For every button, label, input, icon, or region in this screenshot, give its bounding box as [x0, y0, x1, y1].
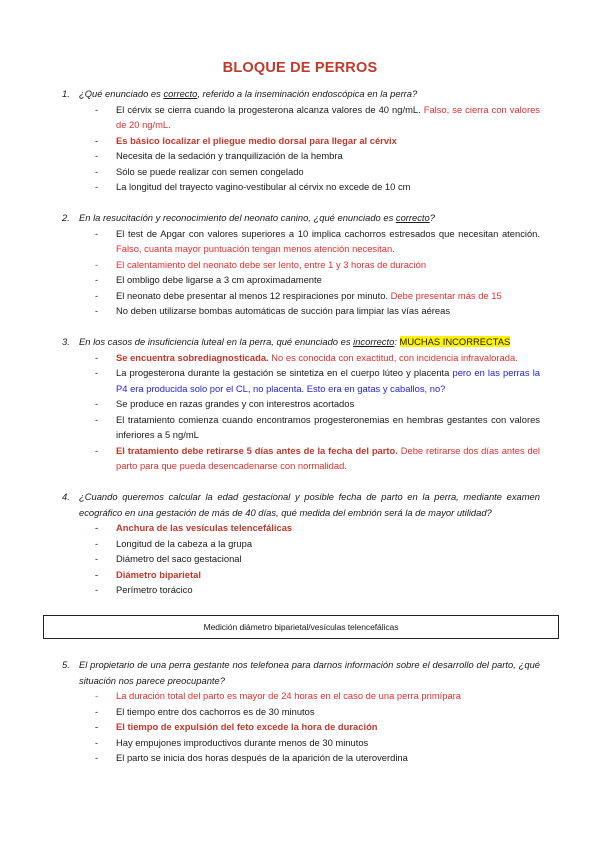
- question-keyword: incorrecto: [353, 336, 395, 347]
- option-note: pero en las perras la P4 era producida solo por el CL, no placenta. Esto era en gatas y caballos, no?: [116, 367, 540, 394]
- question-2-stem: [62, 210, 540, 226]
- question-number: 2.: [62, 212, 70, 223]
- option-text: El ombligo debe ligarse a 3 cm aproximadamente: [116, 274, 322, 285]
- option-text: El parto se inicia dos horas después de la aparición de la uteroverdina: [116, 752, 408, 763]
- list-item: [95, 567, 540, 583]
- option-list: [62, 102, 540, 195]
- question-3: [62, 334, 540, 474]
- question-keyword: correcto: [395, 212, 430, 223]
- option-text: No deben utilizarse bombas automáticas de succión para limpiar las vías aéreas: [116, 305, 451, 316]
- option-text: El tratamiento comienza cuando encontramos progesteronemias en hembras gestantes con valores inferiores a 5 ng/mL: [116, 413, 540, 440]
- option-text: Perímetro torácico: [116, 584, 193, 595]
- question-text-end: ?: [429, 212, 435, 223]
- highlight-badge: MUCHAS INCORRECTAS: [399, 336, 511, 347]
- option-list: [62, 520, 540, 598]
- question-text: En la resucitación y reconocimiento del neonato canino, ¿qué enunciado es: [79, 212, 396, 223]
- option-text: El neonato debe presentar al menos 12 respiraciones por minuto.: [116, 289, 389, 301]
- list-item: [95, 365, 540, 396]
- question-text: El propietario de una perra gestante nos telefonea para darnos información sobre el desarrollo del parto, ¿qué situación nos parece preocupante?: [79, 659, 540, 686]
- option-text: Diámetro del saco gestacional: [116, 553, 242, 564]
- question-5: [62, 657, 540, 766]
- question-1: [62, 86, 540, 195]
- list-item: [95, 582, 540, 598]
- option-text: Anchura de las vesículas telencefálicas: [116, 522, 293, 533]
- list-item: [95, 272, 540, 288]
- list-item: [95, 412, 540, 443]
- option-note: Falso, se cierra con valores de 20 ng/mL.: [116, 103, 540, 130]
- option-text: Hay empujones improductivos durante menos de 30 minutos: [116, 736, 369, 748]
- option-text: La duración total del parto es mayor de 24 horas en el caso de una perra primípara: [116, 690, 461, 701]
- option-text: El cérvix se cierra cuando la progesterona alcanza valores de 40 ng/mL.: [116, 103, 421, 115]
- question-text: ¿Cuando queremos calcular la edad gestacional y posible fecha de parto en la perra, mediante examen ecográfico en una gestación de más de 40 días, qué medida del embrión será la de mayor utilidad?: [79, 491, 540, 518]
- option-note: No es conocida con exactitud, con incidencia infravalorada.: [268, 351, 518, 363]
- list-item: [95, 396, 540, 412]
- list-item: [95, 288, 540, 304]
- question-keyword: correcto: [163, 88, 198, 99]
- option-text: Diámetro biparietal: [116, 568, 201, 580]
- option-list: [62, 350, 540, 474]
- option-text: El tratamiento debe retirarse 5 días antes de la fecha del parto.: [116, 444, 398, 456]
- list-item: [95, 133, 540, 149]
- list-item: [95, 226, 540, 257]
- option-text: El tiempo entre dos cachorros es de 30 minutos: [116, 705, 315, 717]
- question-1-stem: [62, 86, 540, 102]
- question-3-stem: [62, 334, 540, 350]
- option-text: Longitud de la cabeza a la grupa: [116, 537, 253, 549]
- question-text-end: :: [394, 336, 400, 347]
- list-item: [95, 551, 540, 567]
- question-4: [62, 489, 540, 598]
- list-item: [95, 750, 540, 766]
- option-note: Falso, cuanta mayor puntuación tengan menos atención necesitan.: [116, 243, 395, 254]
- option-list: [62, 226, 540, 319]
- page-title: BLOQUE DE PERROS: [222, 60, 378, 76]
- list-item: [95, 704, 540, 720]
- answer-box: Medición diámetro biparietal/vesículas telencefálicas: [43, 615, 559, 639]
- question-number: 1.: [62, 88, 70, 99]
- option-text: Se encuentra sobrediagnosticada.: [116, 351, 269, 363]
- option-note: Debe retirarse dos días antes del parto para que pueda desencadenarse con normalidad.: [116, 444, 540, 471]
- option-text: Se produce en razas grandes y con interestros acortados: [116, 398, 355, 409]
- list-item: [95, 303, 540, 319]
- question-5-stem: [62, 657, 540, 688]
- list-item: [95, 735, 540, 751]
- option-note: Debe presentar más de 15: [388, 289, 502, 301]
- list-item: [95, 719, 540, 735]
- option-text: Sólo se puede realizar con semen congelado: [116, 165, 304, 177]
- list-item: [95, 164, 540, 180]
- question-text: ¿Qué enunciado es: [79, 88, 164, 99]
- list-item: [95, 179, 540, 195]
- option-text: La longitud del trayecto vagino-vestibular al cérvix no excede de 10 cm: [116, 181, 411, 192]
- list-item: [95, 257, 540, 273]
- option-text: El test de Apgar con valores superiores a 10 implica cachorros estresados que necesitan atención.: [116, 227, 540, 239]
- list-item: [95, 443, 540, 474]
- question-number: 5.: [62, 659, 70, 670]
- question-text-end: , referido a la inseminación endoscópica en la perra?: [197, 88, 418, 99]
- list-item: [95, 536, 540, 552]
- list-item: [95, 102, 540, 133]
- question-2: [62, 210, 540, 319]
- option-text: El tiempo de expulsión del feto excede la hora de duración: [116, 721, 378, 732]
- question-4-stem: [62, 489, 540, 520]
- option-list: [62, 688, 540, 766]
- question-number: 4.: [62, 491, 70, 502]
- list-item: [95, 148, 540, 164]
- option-text: La progesterona durante la gestación se sintetiza en el cuerpo lúteo y placenta: [116, 367, 450, 378]
- list-item: [95, 520, 540, 536]
- option-text: Es básico localizar el pliegue medio dorsal para llegar al cérvix: [116, 134, 397, 146]
- option-text: El calentamiento del neonato debe ser lento, entre 1 y 3 horas de duración: [116, 258, 427, 270]
- list-item: [95, 688, 540, 704]
- list-item: [95, 350, 540, 366]
- question-number: 3.: [62, 336, 70, 347]
- question-text: En los casos de insuficiencia luteal en la perra, qué enunciado es: [79, 336, 354, 347]
- option-text: Necesita de la sedación y tranquilización de la hembra: [116, 150, 343, 161]
